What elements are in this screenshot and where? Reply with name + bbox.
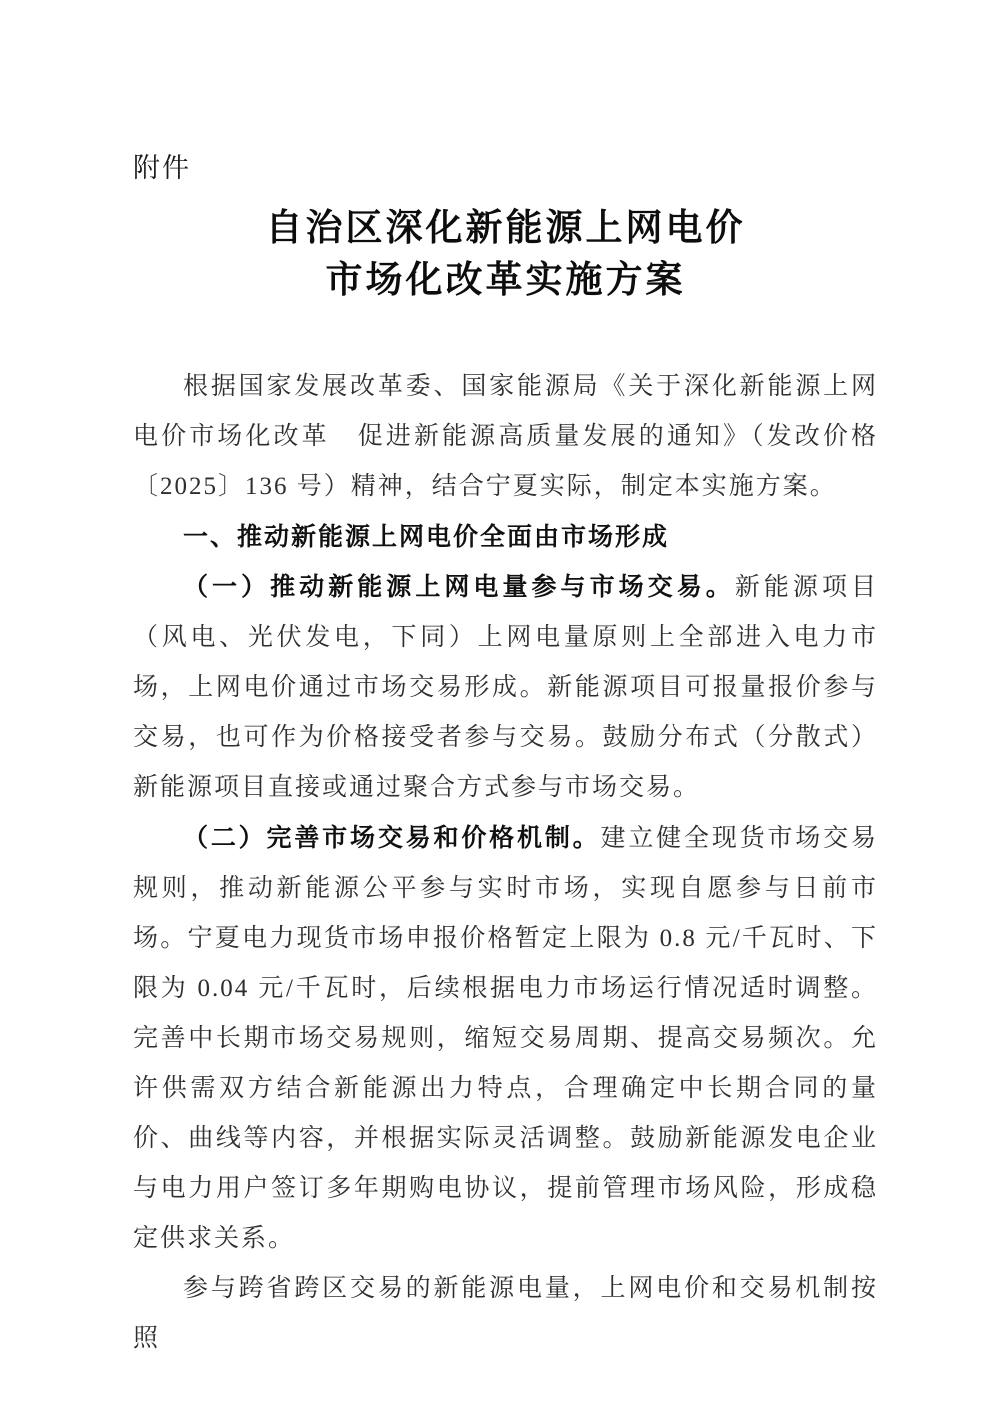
attachment-label: 附件: [133, 153, 191, 183]
paragraph-lead: （二）完善市场交易和价格机制。: [183, 824, 601, 852]
document-title: [133, 202, 878, 306]
paragraph-lead: （一）推动新能源上网电量参与市场交易。: [183, 573, 735, 601]
paragraph: 参与跨省跨区交易的新能源电量，上网电价和交易机制按照: [133, 1275, 878, 1352]
paragraph: 根据国家发展改革委、国家能源局《关于深化新能源上网电价市场化改革 促进新能源高质量发展的通知》（发改价格〔2025〕136 号）精神，结合宁夏实际，制定本实施方案。: [133, 373, 878, 500]
paragraph: （一）推动新能源上网电量参与市场交易。新能源项目（风电、光伏发电，下同）上网电量原则上全部进入电力市场，上网电价通过市场交易形成。新能源项目可报量报价参与交易，也可作为价格接受者参与交易。鼓励分布式（分散式）新能源项目直接或通过聚合方式参与市场交易。: [133, 573, 878, 801]
section-heading: 一、推动新能源上网电价全面由市场形成: [183, 523, 670, 551]
document-title-line-2: 市场化改革实施方案: [325, 259, 686, 300]
paragraph: （二）完善市场交易和价格机制。建立健全现货市场交易规则，推动新能源公平参与实时市场，实现自愿参与日前市场。宁夏电力现货市场申报价格暂定上限为 0.8 元/千瓦时、下限为 0.04 元/千瓦时，后续根据电力市场运行情况适时调整。完善中长期市场交易规则，缩短交易周期、提高交易频次。允许供需双方结合新能源出力特点，合理确定中长期合同的量价、曲线等内容，并根据实际灵活调整。鼓励新能源发电企业与电力用户签订多年期购电协议，提前管理市场风险，形成稳定供求关系。: [133, 824, 878, 1252]
document-title-line-1: 自治区深化新能源上网电价: [265, 207, 746, 248]
document-body: [133, 362, 878, 1364]
